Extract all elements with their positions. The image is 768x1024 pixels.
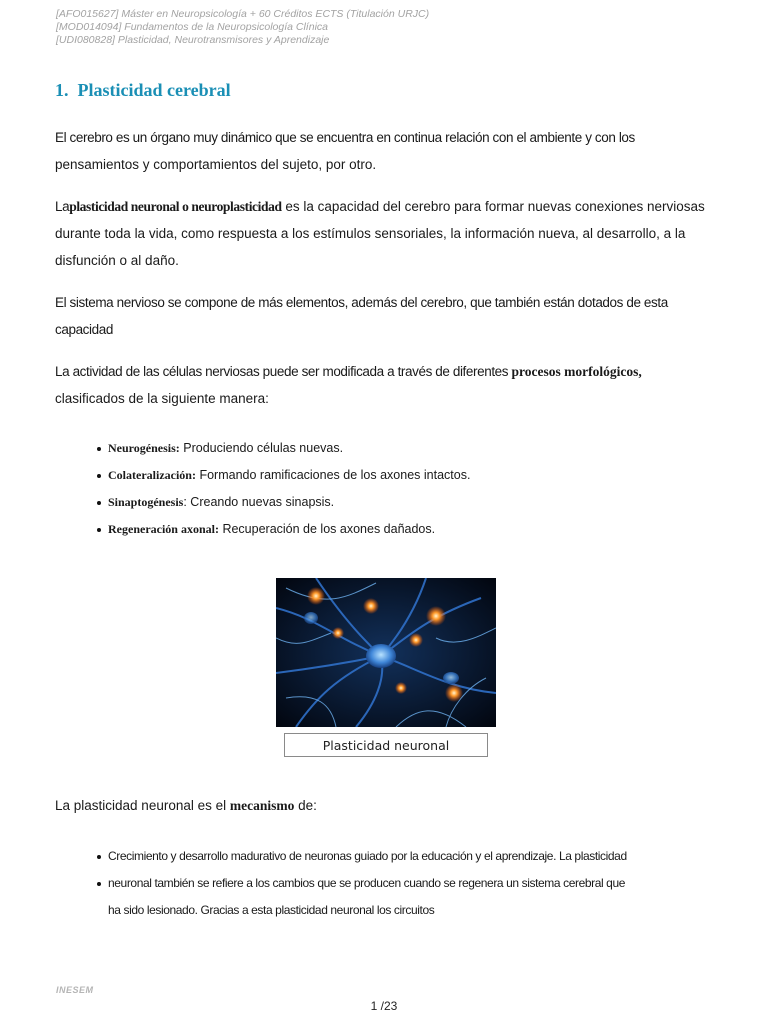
paragraph-def-prefix: La — [55, 199, 70, 214]
paragraph-intro — [55, 124, 715, 178]
paragraph-processes-prefix: La actividad de las células nerviosas puede ser modificada a través de diferentes — [55, 364, 512, 379]
paragraph-morphological-processes — [55, 358, 715, 412]
paragraph-intro-line2: pensamientos y comportamientos del sujeto, por otro. — [55, 157, 377, 172]
list-item-continuation: ha sido lesionado. Gracias a esta plasticidad neuronal los circuitos — [108, 903, 435, 917]
neuron-network-image — [276, 578, 496, 727]
section-number: 1. — [55, 80, 69, 100]
document-header — [56, 8, 429, 47]
paragraph-plasticity-definition — [55, 193, 715, 274]
list-item-colateralizacion — [95, 462, 470, 489]
list-item: Crecimiento y desarrollo madurativo de neuronas guiado por la educación y el aprendizaje. La plasticidad — [95, 843, 627, 870]
process-desc: Produciendo células nuevas. — [179, 441, 344, 455]
list-item-regeneracion-axonal — [95, 516, 470, 543]
mechanism-list — [95, 843, 627, 924]
mechanism-intro-prefix: La plasticidad neuronal es el — [55, 798, 230, 813]
header-course-line: [AFO015627] Máster en Neuropsicología + 60 Créditos ECTS (Titulación URJC) — [56, 8, 430, 20]
list-item: neuronal también se refiere a los cambios que se producen cuando se regenera un sistema cerebral que — [95, 870, 627, 897]
page-number: 1 /23 — [370, 999, 398, 1013]
paragraph-nervous-system: El sistema nervioso se compone de más elementos, además del cerebro, que también están dotados de esta capacidad — [55, 295, 668, 337]
paragraph-def-rest: es la capacidad del cerebro para formar nuevas conexiones nerviosas durante toda la vida, como respuesta a los estímulos sensoriales, la información nueva, al desarrollo, a la disfunción o al daño. — [55, 199, 705, 268]
paragraph-def-bold-term: plasticidad neuronal o neuroplasticidad — [69, 199, 282, 214]
mechanism-intro-bold: mecanismo — [229, 798, 295, 813]
header-unit-line: [UDI080828] Plasticidad, Neurotransmisores y Aprendizaje — [56, 34, 330, 46]
process-term: Sinaptogénesis — [108, 495, 184, 509]
header-module-line: [MOD014094] Fundamentos de la Neuropsicología Clínica — [56, 21, 328, 33]
figure-caption: Plasticidad neuronal — [284, 733, 488, 757]
paragraph-processes-rest: clasificados de la siguiente manera: — [55, 391, 269, 406]
section-heading — [55, 80, 231, 101]
process-term: Colateralización: — [108, 468, 196, 482]
paragraph-processes-bold: procesos morfológicos, — [511, 364, 642, 379]
mechanism-intro-suffix: de: — [294, 798, 317, 813]
list-item-sinaptogenesis — [95, 489, 470, 516]
process-desc: : Creando nuevas sinapsis. — [183, 495, 335, 509]
neuron-network-illustration — [276, 578, 496, 727]
footer-brand-logo: INESEM — [56, 985, 94, 995]
process-term: Regeneración axonal: — [108, 522, 219, 536]
process-desc: Formando ramificaciones de los axones intactos. — [195, 468, 471, 482]
section-title: Plasticidad cerebral — [77, 80, 231, 100]
process-list — [95, 435, 470, 543]
paragraph-intro-line1: El cerebro es un órgano muy dinámico que se encuentra en continua relación con el ambiente y con los — [55, 130, 635, 145]
process-desc: Recuperación de los axones dañados. — [218, 522, 436, 536]
list-item-neurogenesis — [95, 435, 470, 462]
process-term: Neurogénesis: — [108, 441, 180, 455]
paragraph-mechanism-intro — [55, 792, 715, 819]
